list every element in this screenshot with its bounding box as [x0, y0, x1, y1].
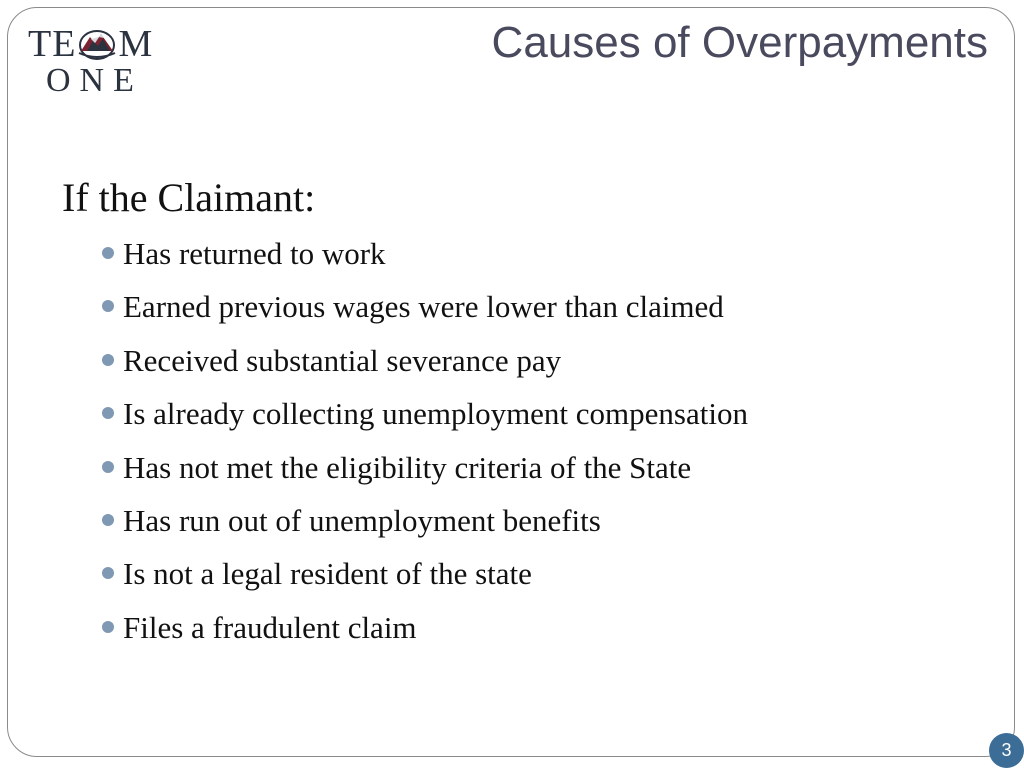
slide-title: Causes of Overpayments — [491, 18, 988, 67]
logo-text-left: TE — [28, 23, 77, 65]
bullet-item — [102, 343, 962, 378]
slide-content — [62, 172, 962, 663]
bullet-text: Has not met the eligibility criteria of the State — [123, 449, 692, 485]
team-one-logo — [28, 24, 178, 100]
logo-line-1 — [28, 24, 153, 64]
bullet-item — [102, 236, 962, 271]
page-number-badge: 3 — [989, 733, 1024, 768]
bullet-text: Is already collecting unemployment compensation — [123, 396, 748, 432]
bullet-dot-icon — [102, 300, 114, 312]
bullet-text: Files a fraudulent claim — [123, 609, 417, 645]
bullet-dot-icon — [102, 407, 114, 419]
bullet-text: Has run out of unemployment benefits — [123, 502, 601, 538]
content-heading: If the Claimant: — [62, 175, 316, 220]
bullet-list — [62, 236, 962, 645]
bullet-text: Has returned to work — [123, 236, 386, 271]
bullet-text: Is not a legal resident of the state — [123, 556, 532, 592]
bullet-item — [102, 289, 962, 324]
bullet-item — [102, 396, 962, 431]
bullet-item — [102, 450, 962, 485]
bullet-dot-icon — [102, 354, 114, 366]
logo-text-right: M — [118, 23, 154, 65]
bullet-item — [102, 503, 962, 538]
bullet-dot-icon — [102, 247, 114, 259]
bullet-text: Earned previous wages were lower than claimed — [123, 289, 724, 325]
mountain-logo-icon — [77, 27, 117, 61]
bullet-item — [102, 556, 962, 591]
bullet-item — [102, 610, 962, 645]
bullet-text: Received substantial severance pay — [123, 342, 562, 378]
bullet-dot-icon — [102, 514, 114, 526]
bullet-dot-icon — [102, 621, 114, 633]
bullet-dot-icon — [102, 461, 114, 473]
bullet-dot-icon — [102, 567, 114, 579]
logo-line-2: ONE — [46, 62, 143, 99]
